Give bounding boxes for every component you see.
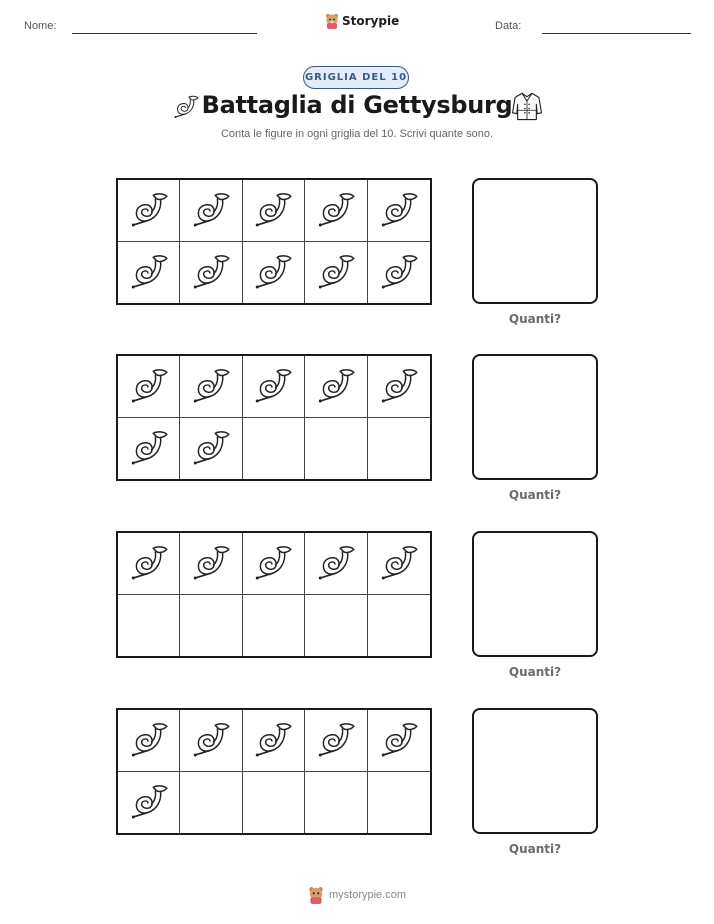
ten-frame-cell [368,595,430,657]
ten-frame-cell [368,418,430,480]
ten-frame-cell [180,710,242,772]
french-horn-icon [252,365,294,407]
ten-frame-cell [243,242,305,304]
ten-frame-cell [243,418,305,480]
french-horn-icon [128,365,170,407]
instructions: Conta le figure in ogni griglia del 10. Scrivi quante sono. [220,128,494,140]
french-horn-icon [378,542,420,584]
ten-frame-cell [118,595,180,657]
french-horn-icon [315,542,357,584]
ten-frame-cell [118,418,180,480]
french-horn-icon [315,189,357,231]
footer-url: mystorypie.com [329,889,407,901]
brand-logo [325,13,399,29]
answer-box-1[interactable] [472,178,598,304]
answer-label-3: Quanti? [508,665,562,679]
french-horn-icon [190,365,232,407]
ten-frame-cell [180,533,242,595]
answer-box-2[interactable] [472,354,598,480]
french-horn-icon [128,427,170,469]
ten-frame-cell [118,242,180,304]
name-line[interactable] [72,33,257,34]
french-horn-icon [128,542,170,584]
french-horn-icon [252,542,294,584]
ten-frame-cell [368,772,430,834]
answer-label-4: Quanti? [508,842,562,856]
ten-frame-cell [368,356,430,418]
ten-frame-cell [305,356,367,418]
ten-frame-cell [118,710,180,772]
ten-frame-cell [305,595,367,657]
french-horn-icon [378,719,420,761]
ten-frame-cell [180,180,242,242]
ten-frame-cell [368,533,430,595]
date-line[interactable] [542,33,691,34]
french-horn-icon [190,542,232,584]
french-horn-icon [252,719,294,761]
ten-frame-1 [116,178,432,305]
ten-frame-cell [305,418,367,480]
ten-frame-cell [118,356,180,418]
ten-frame-cell [305,772,367,834]
french-horn-icon [190,719,232,761]
french-horn-icon [128,251,170,293]
ten-frame-cell [305,180,367,242]
french-horn-icon [378,189,420,231]
ten-frame-cell [180,356,242,418]
date-label: Data: [495,20,522,32]
worksheet-type-badge: GRIGLIA DEL 10 [303,66,409,89]
ten-frame-cell [118,772,180,834]
ten-frame-2 [116,354,432,481]
ten-frame-cell [243,595,305,657]
ten-frame-4 [116,708,432,835]
ten-frame-cell [368,242,430,304]
ten-frame-cell [243,772,305,834]
ten-frame-cell [243,710,305,772]
french-horn-icon [315,365,357,407]
ten-frame-cell [305,242,367,304]
french-horn-icon [252,189,294,231]
answer-box-3[interactable] [472,531,598,657]
ten-frame-cell [118,180,180,242]
ten-frame-cell [180,595,242,657]
military-coat-icon [510,89,544,123]
ten-frame-cell [368,710,430,772]
french-horn-icon [190,427,232,469]
ten-frame-cell [305,533,367,595]
french-horn-icon [252,251,294,293]
french-horn-icon [128,189,170,231]
answer-label-1: Quanti? [508,312,562,326]
ten-frame-3 [116,531,432,658]
french-horn-icon [315,719,357,761]
bear-logo-icon [325,13,339,29]
ten-frame-cell [243,180,305,242]
ten-frame-cell [305,710,367,772]
ten-frame-cell [368,180,430,242]
page-title: Battaglia di Gettysburg [201,91,513,119]
ten-frame-cell [180,242,242,304]
answer-box-4[interactable] [472,708,598,834]
french-horn-icon [190,189,232,231]
ten-frame-cell [243,533,305,595]
brand-name: Storypie [342,14,400,28]
ten-frame-cell [118,533,180,595]
ten-frame-cell [180,772,242,834]
french-horn-icon [378,251,420,293]
answer-label-2: Quanti? [508,488,562,502]
name-label: Nome: [24,20,57,32]
french-horn-icon [128,719,170,761]
bear-logo-icon [308,886,324,904]
french-horn-icon [190,251,232,293]
ten-frame-cell [180,418,242,480]
footer [308,886,406,904]
french-horn-icon [315,251,357,293]
french-horn-icon [378,365,420,407]
french-horn-icon [128,781,170,823]
ten-frame-cell [243,356,305,418]
